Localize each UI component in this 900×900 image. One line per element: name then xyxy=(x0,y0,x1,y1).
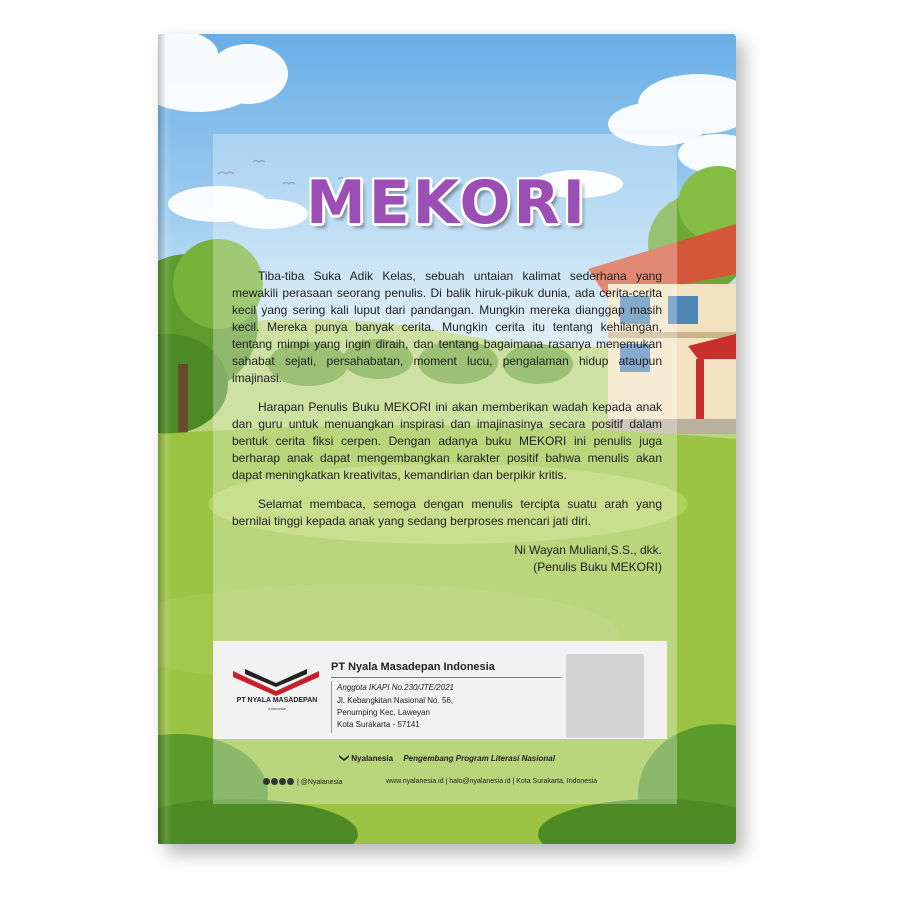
logo-name: PT NYALA MASADEPAN xyxy=(236,697,318,704)
youtube-icon xyxy=(279,778,286,785)
barcode-placeholder xyxy=(566,654,644,738)
author-role: (Penulis Buku MEKORI) xyxy=(533,560,662,574)
blurb-paragraph-2: Harapan Penulis Buku MEKORI ini akan memberikan wadah kepada anak dan guru untuk menuangkan inspirasi dan imajinasinya secara positif dalam bentuk cerita fiksi cerpen. Dengan adanya buku MEKORI ini penulis juga berharap anak dapat mengembangkan karakter positif bahwa menulis akan dapat meningkatkan kreativitas, kemandirian dan berpikir kritis. xyxy=(232,400,662,482)
nyalanesia-logo-icon xyxy=(339,754,349,762)
book-title: MEKORI xyxy=(305,168,589,238)
publisher-divider xyxy=(331,677,561,678)
blurb-paragraph-3: Selamat membaca, semoga dengan menulis tercipta suatu arah yang bernilai tinggi kepada anak yang sedang berproses mencari jati diri. xyxy=(232,497,662,528)
facebook-icon xyxy=(271,778,278,785)
brand-tagline: Pengembang Program Literasi Nasional xyxy=(403,754,555,763)
publisher-name: PT Nyala Masadepan Indonesia xyxy=(331,661,495,673)
address-line: Jl. Kebangkitan Nasional No. 56, xyxy=(337,696,454,705)
publisher-rule xyxy=(331,681,332,733)
blurb-paragraph-1: Tiba-tiba Suka Adik Kelas, sebuah untaian kalimat sederhana yang mewakili perasaan seorang penulis. Di balik hiruk-pikuk dunia, ada cerita-cerita kecil yang sering kali luput dari pandangan. Mungkin mereka dianggap masih kecil. Mereka punya banyak cerita. Mungkin cerita itu tentang kehilangan, tentang mimpi yang ingin diraih, dan tentang bagaimana rasanya menemukan sahabat sejati, persahabatan, moment lucu, pengalaman hidup ataupun imajinasi. xyxy=(232,269,662,385)
signature xyxy=(232,542,662,576)
contact-info: www.nyalanesia.id | halo@nyalanesia.id | Kota Surakarta, Indonesia xyxy=(386,778,598,785)
logo-sub: Indonesia xyxy=(268,706,286,711)
blurb xyxy=(232,268,662,576)
address-line: Penumping Kec. Laweyan xyxy=(337,708,430,717)
publisher-logo-icon xyxy=(231,665,321,699)
social-handle: | @Nyalanesia xyxy=(296,779,343,786)
publisher-box xyxy=(213,641,667,739)
instagram-icon xyxy=(263,778,270,785)
author-name: Ni Wayan Muliani,S.S., dkk. xyxy=(514,543,662,557)
cover-content xyxy=(158,34,736,844)
social-handles xyxy=(263,778,342,786)
brand-name: Nyalanesia xyxy=(351,754,394,763)
tiktok-icon xyxy=(287,778,294,785)
brand-line xyxy=(158,754,736,763)
publisher-ikapi: Anggota IKAPI No.230/JTE/2021 xyxy=(337,683,454,692)
address-line: Kota Surakarta - 57141 xyxy=(337,720,420,729)
publisher-address xyxy=(337,695,453,731)
